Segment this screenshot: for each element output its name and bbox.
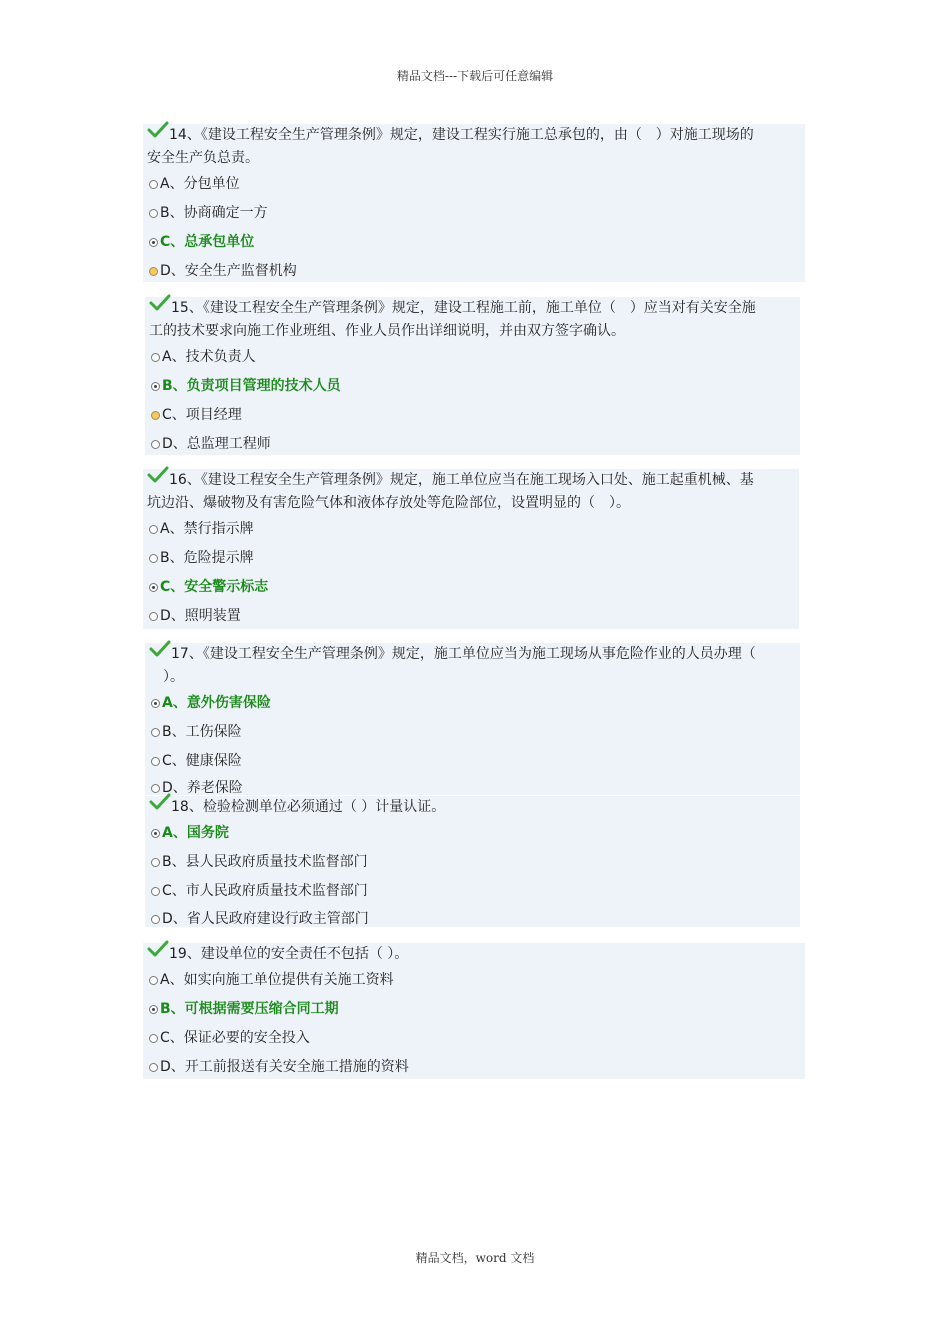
stem-text-cont: 工的技术要求向施工作业班组、作业人员作出详细说明，并由双方签字确认。 xyxy=(149,323,625,339)
option-c[interactable]: C 、市人民政府质量技术监督部门 xyxy=(149,877,796,906)
checkmark-icon xyxy=(149,640,171,658)
option-d[interactable]: D 、总监理工程师 xyxy=(149,430,796,459)
question-14 xyxy=(143,124,805,282)
option-d[interactable]: D 、安全生产监督机构 xyxy=(147,257,801,286)
radio-icon[interactable] xyxy=(151,699,160,708)
radio-icon[interactable] xyxy=(151,757,160,766)
option-d[interactable]: D 、省人民政府建设行政主管部门 xyxy=(149,906,796,932)
question-15 xyxy=(145,297,800,455)
radio-icon[interactable] xyxy=(149,554,158,563)
option-c[interactable]: C 、健康保险 xyxy=(149,747,796,776)
option-a[interactable]: A 、分包单位 xyxy=(147,170,801,199)
radio-icon[interactable] xyxy=(149,583,158,592)
option-b[interactable]: B 、可根据需要压缩合同工期 xyxy=(147,995,801,1024)
option-b[interactable]: B 、协商确定一方 xyxy=(147,199,801,228)
option-b[interactable]: B 、县人民政府质量技术监督部门 xyxy=(149,848,796,877)
radio-icon[interactable] xyxy=(151,858,160,867)
stem-text-cont: 坑边沿、爆破物及有害危险气体和液体存放处等危险部位，设置明显的（ ）。 xyxy=(147,495,630,511)
option-d[interactable]: D 、养老保险 xyxy=(149,776,796,800)
radio-icon[interactable] xyxy=(151,728,160,737)
radio-icon[interactable] xyxy=(151,829,160,838)
stem-text: 19、建设单位的安全责任不包括（ ）。 xyxy=(169,946,409,962)
stem-text: 16、《建设工程安全生产管理条例》规定，施工单位应当在施工现场入口处、施工起重机械、基 xyxy=(169,472,754,488)
question-stem xyxy=(149,297,796,320)
question-stem xyxy=(147,124,801,147)
question-16 xyxy=(143,469,799,629)
radio-icon[interactable] xyxy=(151,887,160,896)
radio-icon[interactable] xyxy=(149,180,158,189)
option-d[interactable]: D 、开工前报送有关安全施工措施的资料 xyxy=(147,1053,801,1082)
radio-icon[interactable] xyxy=(149,1005,158,1014)
checkmark-icon xyxy=(149,793,171,811)
option-d[interactable]: D 、照明装置 xyxy=(147,602,795,631)
stem-text: 17、《建设工程安全生产管理条例》规定，施工单位应当为施工现场从事危险作业的人员办理（ xyxy=(171,646,756,662)
radio-icon[interactable] xyxy=(151,411,160,420)
option-a[interactable]: A 、如实向施工单位提供有关施工资料 xyxy=(147,966,801,995)
option-b[interactable]: B 、工伤保险 xyxy=(149,718,796,747)
question-19 xyxy=(143,943,805,1079)
radio-icon[interactable] xyxy=(151,440,160,449)
radio-icon[interactable] xyxy=(149,976,158,985)
radio-icon[interactable] xyxy=(149,525,158,534)
option-a[interactable]: A 、意外伤害保险 xyxy=(149,689,796,718)
option-a[interactable]: A 、禁行指示牌 xyxy=(147,515,795,544)
checkmark-icon xyxy=(147,466,169,484)
stem-text-cont: ）。 xyxy=(149,669,184,685)
option-c[interactable]: C 、总承包单位 xyxy=(147,228,801,257)
page-footer: 精品文档，word 文档 xyxy=(415,1251,535,1265)
radio-icon[interactable] xyxy=(149,612,158,621)
radio-icon[interactable] xyxy=(149,1034,158,1043)
checkmark-icon xyxy=(147,940,169,958)
radio-icon[interactable] xyxy=(151,353,160,362)
question-stem xyxy=(149,643,796,666)
option-b[interactable]: B 、负责项目管理的技术人员 xyxy=(149,372,796,401)
radio-icon[interactable] xyxy=(149,267,158,276)
radio-icon[interactable] xyxy=(151,915,160,924)
radio-icon[interactable] xyxy=(151,382,160,391)
radio-icon[interactable] xyxy=(149,238,158,247)
option-a[interactable]: A 、国务院 xyxy=(149,819,796,848)
option-c[interactable]: C 、项目经理 xyxy=(149,401,796,430)
radio-icon[interactable] xyxy=(149,1063,158,1072)
checkmark-icon xyxy=(149,294,171,312)
checkmark-icon xyxy=(147,121,169,139)
stem-text: 14、《建设工程安全生产管理条例》规定，建设工程实行施工总承包的，由（ ）对施工现场的 xyxy=(169,127,754,143)
option-b[interactable]: B 、危险提示牌 xyxy=(147,544,795,573)
radio-icon[interactable] xyxy=(149,209,158,218)
page-header: 精品文档---下载后可任意编辑 xyxy=(396,69,554,83)
stem-text: 18、检验检测单位必须通过（ ）计量认证。 xyxy=(171,799,446,815)
option-c[interactable]: C 、保证必要的安全投入 xyxy=(147,1024,801,1053)
question-18 xyxy=(145,796,800,927)
question-stem xyxy=(147,469,795,492)
option-a[interactable]: A 、技术负责人 xyxy=(149,343,796,372)
radio-icon[interactable] xyxy=(151,784,160,793)
option-c[interactable]: C 、安全警示标志 xyxy=(147,573,795,602)
question-17 xyxy=(145,643,800,795)
question-stem xyxy=(147,943,801,966)
stem-text-cont: 安全生产负总责。 xyxy=(147,150,259,166)
stem-text: 15、《建设工程安全生产管理条例》规定，建设工程施工前，施工单位（ ）应当对有关安全施 xyxy=(171,300,756,316)
question-stem xyxy=(149,796,796,819)
